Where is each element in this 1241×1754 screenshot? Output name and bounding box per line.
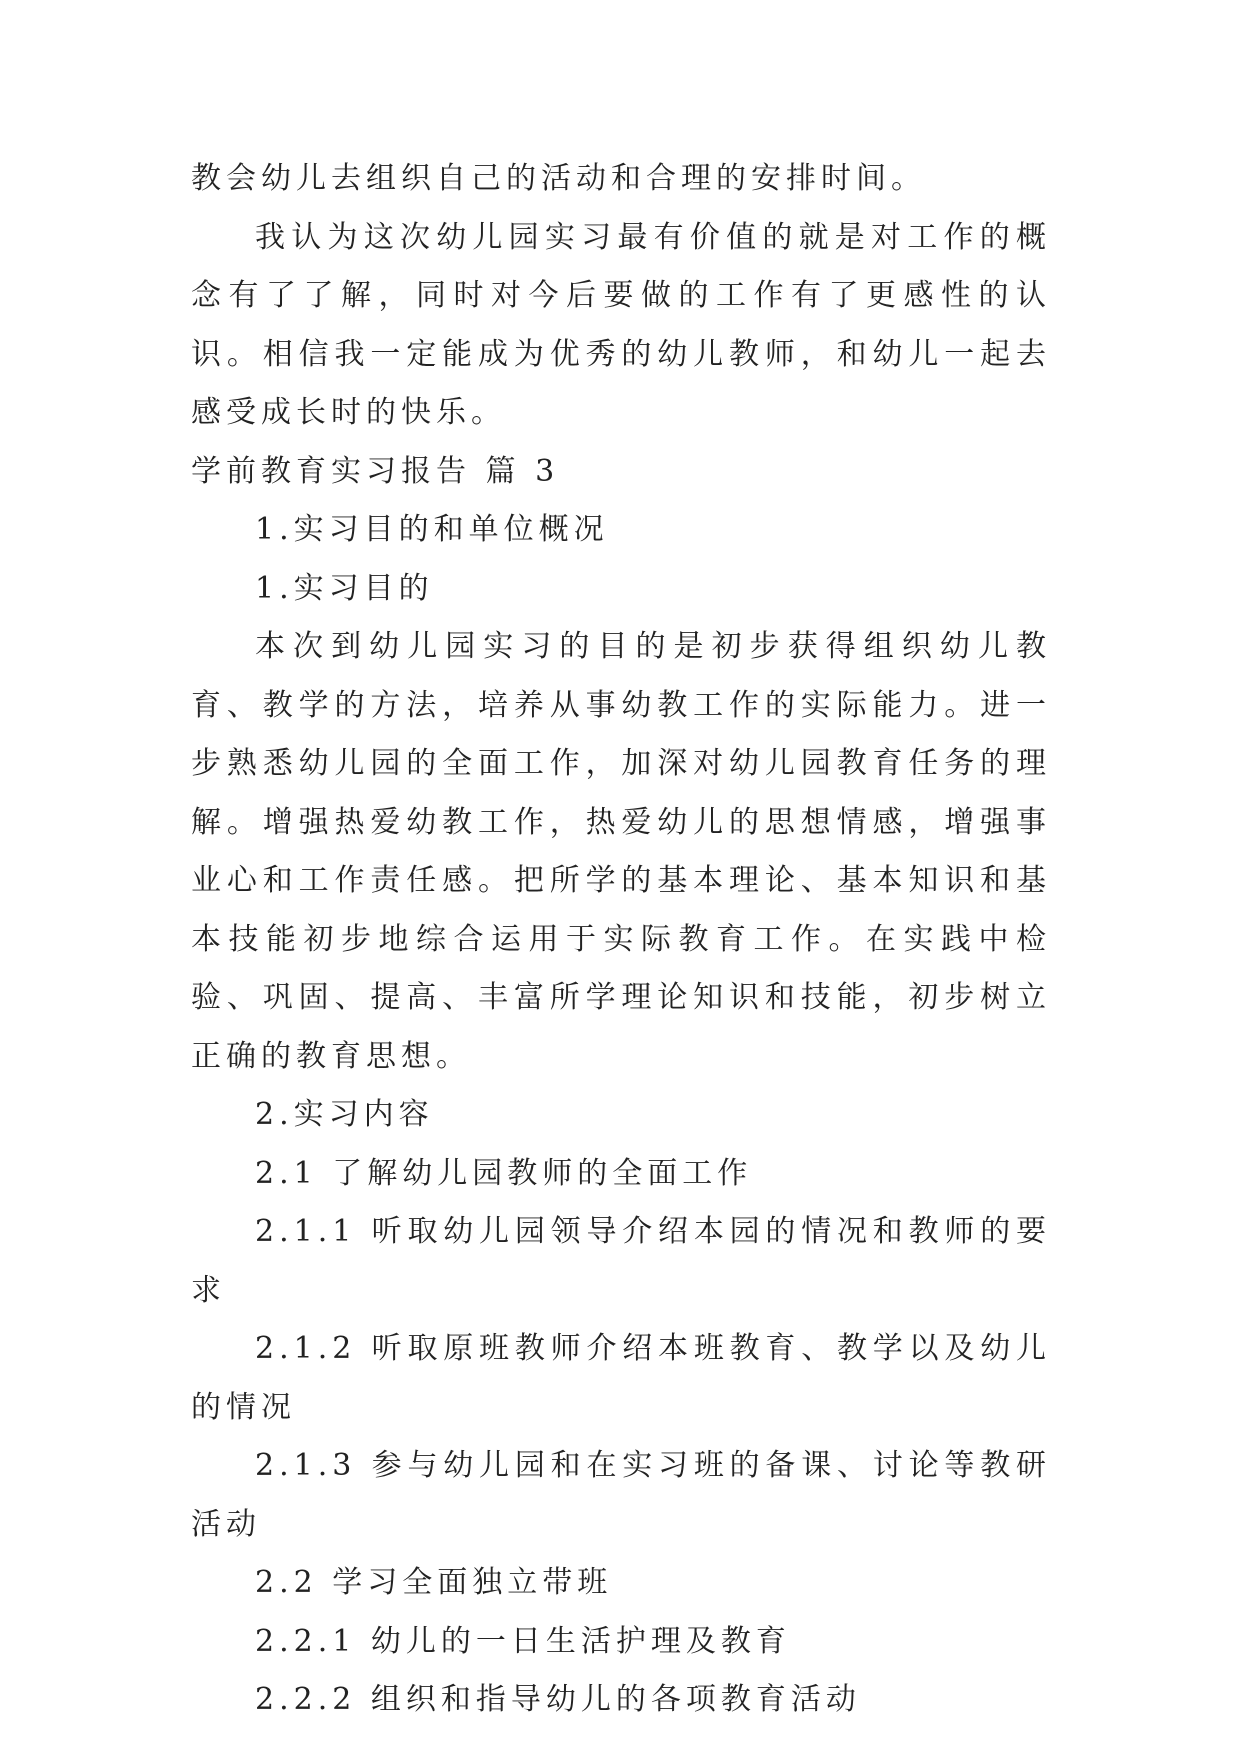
list-item-2-1: 2.1 了解幼儿园教师的全面工作 xyxy=(255,1155,753,1191)
list-item-2-1-1: 2.1.1 听取幼儿园领导介绍本园的情况和教师的要求 xyxy=(191,1214,1051,1308)
list-item-2-2-1: 2.2.1 幼儿的一日生活护理及教育 xyxy=(255,1623,791,1659)
list-item-2-2: 2.2 学习全面独立带班 xyxy=(255,1565,613,1600)
section-title: 学前教育实习报告 篇 3 xyxy=(191,453,560,489)
document-body xyxy=(191,150,1051,1730)
paragraph-reflection: 我认为这次幼儿园实习最有价值的就是对工作的概念有了了解，同时对今后要做的工作有了更感性的认识。相信我一定能成为优秀的幼儿教师，和幼儿一起去感受成长时的快乐。 xyxy=(191,219,1051,430)
heading-purpose: 1.实习目的 xyxy=(255,570,434,606)
list-item-2-1-2: 2.1.2 听取原班教师介绍本班教育、教学以及幼儿的情况 xyxy=(191,1331,1051,1425)
list-item-2-2-2: 2.2.2 组织和指导幼儿的各项教育活动 xyxy=(255,1682,861,1717)
heading-purpose-and-overview: 1.实习目的和单位概况 xyxy=(255,512,609,547)
paragraph-purpose: 本次到幼儿园实习的目的是初步获得组织幼儿教育、教学的方法，培养从事幼教工作的实际能力。进一步熟悉幼儿园的全面工作，加深对幼儿园教育任务的理解。增强热爱幼教工作，热爱幼儿的思想情感，增强事业心和工作责任感。把所学的基本理论、基本知识和基本技能初步地综合运用于实际教育工作。在实践中检验、巩固、提高、丰富所学理论知识和技能，初步树立正确的教育思想。 xyxy=(191,629,1051,1074)
list-item-2-1-3: 2.1.3 参与幼儿园和在实习班的备课、讨论等教研活动 xyxy=(191,1448,1051,1542)
paragraph-continuation: 教会幼儿去组织自己的活动和合理的安排时间。 xyxy=(191,161,926,196)
heading-content: 2.实习内容 xyxy=(255,1097,434,1132)
